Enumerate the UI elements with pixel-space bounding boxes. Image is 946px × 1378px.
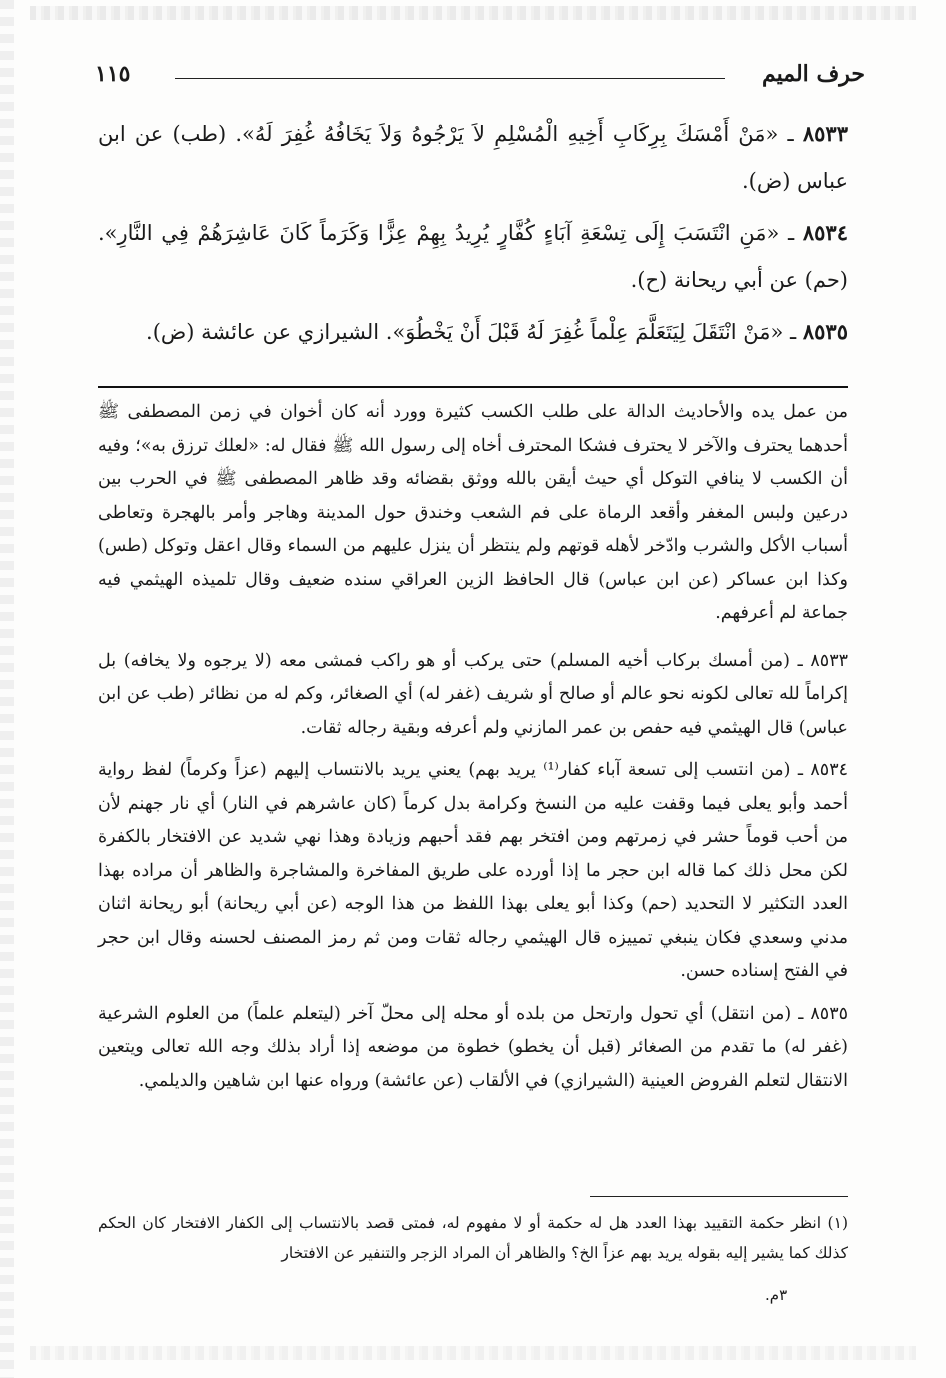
hadith-number: ٨٥٣٣ — [802, 121, 848, 146]
commentary-paragraph: من عمل يده والأحاديث الدالة على طلب الكسب كثيرة وورد أنه كان أخوان في زمن المصطفى ﷺ أحدهما يحترف والآخر لا يحترف فشكا المحترف أخاه إلى رسول الله ﷺ فقال له: «لعلك ترزق به»؛ وفيه أن الكسب لا ينافي التوكل أي حيث أيقن بالله ووثق بقضائه وقد ظاهر المصطفى ﷺ في الحرب بين درعين ولبس المغفر وأقعد الرماة على فم الشعب وخندق حول المدينة وهاجر وأمر بالهجرة وتعاطى أسباب الأكل والشرب وادّخر لأهله قوتهم ولم ينتظر أن ينزل عليهم من السماء وقال اعقل وتوكل (طس) وكذا ابن عساكر (عن ابن عباس) قال الحافظ الزين العراقي سنده ضعيف وقال تلميذه الهيثمي فيه جماعة لم أعرفهم. — [98, 402, 848, 623]
printer-signature: ٣م. — [765, 1286, 788, 1304]
page-number: ١١٥ — [95, 61, 131, 87]
commentary-paragraph: ٨٥٣٣ ـ (من أمسك بركاب أخيه المسلم) حتى يركب أو هو راكب فمشى معه (لا يرجوه ولا يخافه) بل إكراماً لله تعالى لكونه نحو عالم أو صالح أو شريف (غفر له) أي الصغائر، وكم له من نظائر (طب عن ابن عباس) قال الهيثمي فيه حفص بن عمر المازني ولم أعرفه وبقية رجاله ثقات. — [98, 650, 848, 738]
commentary-paragraph: ٨٥٣٤ ـ (من انتسب إلى تسعة آباء كفار⁽¹⁾ يريد بهم) يعني يريد بالانتساب إليهم (عزاً وكرماً) لفظ رواية أحمد وأبو يعلى فيما وقفت عليه من النسخ وكرامة بدل كرماً (كان عاشرهم في النار) أي نار جهنم لأن من أحب قوماً حشر في زمرتهم ومن افتخر بهم فقد أحبهم وزيادة وهذا نهي شديد عن الافتخار بالكفرة لكن محل ذلك كما قاله ابن حجر ما إذا أورده على طريق المفاخرة والمشاجرة والظاهر أن مراده بهذا العدد التكثير لا التحديد (حم) وكذا أبو يعلى بهذا اللفظ من هذا الوجه (عن أبي ريحانة) أبو ريحانة اثنان مدني وسعدي فكان ينبغي تمييزه قال الهيثمي رجاله ثقات ومن ثم رمز المصنف لحسنه وقال ابن حجر في الفتح إسناده حسن. — [98, 760, 848, 981]
commentary-paragraph: ٨٥٣٥ ـ (من انتقل) أي تحول وارتحل من بلده أو محله إلى محلّ آخر (ليتعلم علماً) من العلوم الشرعية (غفر له) ما تقدم من الصغائر (قبل أن يخطو) خطوة من موضعه إذا أراد بذلك وجه الله تعالى ويتعين الانتقال لتعلم الفروض العينية (الشيرازي) في الألقاب (عن عائشة) ورواه عنها ابن شاهين والديلمي. — [98, 1003, 848, 1091]
footnote: (١) انظر حكمة التقييد بهذا العدد هل له حكمة أو لا مفهوم له، فمتى قصد بالانتساب إلى الكفار الافتخار كان الحكم كذلك كما يشير إليه بقوله يريد بهم عزاً الخ؟ والظاهر أن المراد الزجر والتنفير عن الافتخار — [98, 1214, 848, 1262]
hadith-text: «مَنِ انْتَسَبَ إِلَى تِسْعَةِ آبَاءٍ كُفَّارٍ يُرِيدُ بِهِمْ عِزًّا وَكَرَماً كَانَ عَاشِرَهُمْ فِي النَّارِ». (حم) عن أبي ريحانة (ح). — [98, 221, 848, 292]
commentary-section — [98, 396, 848, 1107]
scan-border-bottom — [30, 1346, 916, 1360]
hadith-8534: ٨٥٣٤ ـ «مَنِ انْتَسَبَ إِلَى تِسْعَةِ آبَاءٍ كُفَّارٍ يُرِيدُ بِهِمْ عِزًّا وَكَرَماً كَانَ عَاشِرَهُمْ فِي النَّارِ». (حم) عن أبي ريحانة (ح). — [98, 220, 848, 292]
hadith-section — [98, 110, 848, 360]
footnote-rule — [590, 1196, 848, 1197]
hadith-text: «مَنْ انْتَقَلَ لِيَتَعَلَّمَ عِلْماً غُفِرَ لَهُ قَبْلَ أَنْ يَخْطُوَ». الشيرازي عن عائشة (ض). — [146, 320, 784, 344]
scan-border-left — [0, 0, 14, 1378]
scan-border-top — [30, 6, 916, 20]
section-separator — [98, 386, 848, 388]
page-header — [95, 58, 865, 94]
hadith-number: ٨٥٣٤ — [802, 220, 848, 245]
hadith-8533: ٨٥٣٣ ـ «مَنْ أَمْسَكَ بِرِكَابِ أَخِيهِ الْمُسْلِمِ لاَ يَرْجُوهُ وَلاَ يَخَافُهُ غُفِرَ لَهُ». (طب) عن ابن عباس (ض). — [98, 121, 848, 193]
hadith-8535: ٨٥٣٥ ـ «مَنْ انْتَقَلَ لِيَتَعَلَّمَ عِلْماً غُفِرَ لَهُ قَبْلَ أَنْ يَخْطُوَ». الشيرازي عن عائشة (ض). — [146, 319, 848, 344]
hadith-text: «مَنْ أَمْسَكَ بِرِكَابِ أَخِيهِ الْمُسْلِمِ لاَ يَرْجُوهُ وَلاَ يَخَافُهُ غُفِرَ لَهُ». (طب) عن ابن عباس (ض). — [98, 122, 848, 193]
hadith-number: ٨٥٣٥ — [802, 319, 848, 344]
header-rule — [175, 78, 725, 79]
running-title: حرف الميم — [761, 61, 865, 87]
